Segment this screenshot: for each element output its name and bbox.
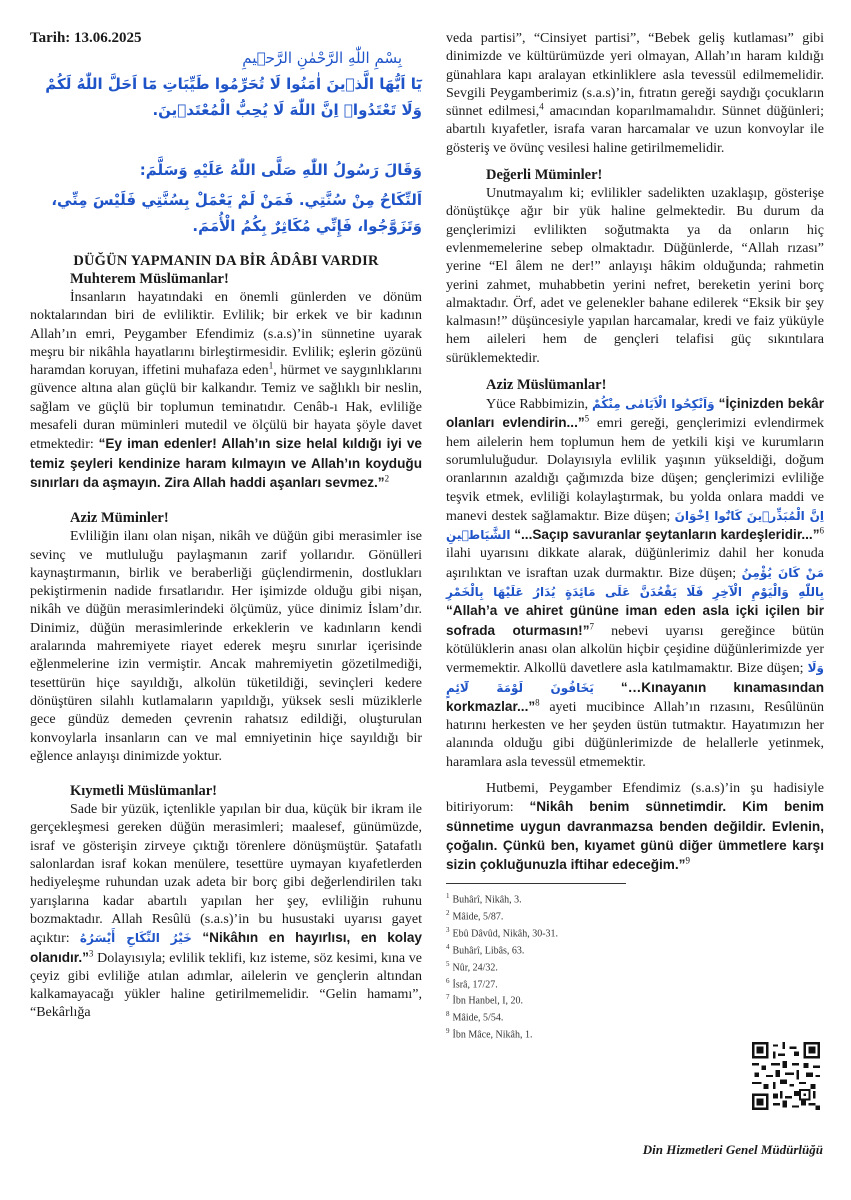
left-column (30, 30, 422, 1031)
hadith-translation: “Nikâh benim sünnetimdir. Kim benim sünnetime uygun davranmazsa benden değildir. Evlenin, çoğalın. Çünkü ben, kıyamet günü diğer ümmetlere karşı sizin çokluğunuzla iftihar edeceğim.” (446, 799, 824, 873)
hadith-translation: “Allah’a ve ahiret gününe iman eden asla içki içilen bir sofrada oturmasın!” (446, 603, 824, 638)
paragraph-text: Yüce Rabbimizin, (486, 397, 592, 413)
section-heading: Değerli Müminler! (486, 167, 603, 184)
inline-arabic: وَلَا يَخَافُونَ لَوْمَةَ لَٓائِمٍ (446, 661, 824, 695)
footnote-text: Mâide, 5/54. (452, 1012, 504, 1024)
signature-department: Din Hizmetleri Genel Müdürlüğü (642, 1142, 823, 1157)
footnote-ref: 9 (685, 855, 690, 866)
footnote-text: İsrâ, 17/27. (452, 978, 498, 990)
footnote-ref: 1 (268, 360, 274, 371)
footnote-item (446, 924, 824, 941)
hadith-translation: “Nikâhın en hayırlısı, en kolay olanıdır.” (30, 930, 422, 965)
section-heading: Muhterem Müslümanlar! (70, 271, 229, 287)
closing-paragraph (446, 780, 824, 875)
opening-ayah: يَٓا اَيُّهَا الَّذ۪ينَ اٰمَنُوا لَا تُحَرِّمُوا طَيِّبَاتِ مَٓا اَحَلَّ اللّٰهُ لَكُمْ وَلَا تَعْتَدُواۜ اِنَّ اللّٰهَ لَا يُحِبُّ الْمُعْتَد۪ينَ. (45, 75, 422, 119)
footnote-item (446, 907, 824, 924)
paragraph (30, 801, 422, 1023)
footnote-text: Nûr, 24/32. (452, 962, 498, 974)
basmala-calligraphy: بِسْمِ اللّٰهِ الرَّحْمٰنِ الرَّح۪يمِ (242, 49, 402, 67)
paragraph: Unutmayalım ki; evlilikler sadelikten uzaklaşıp, gösterişe dönüştükçe ağır bir yük haline gelmektedir. Bu durum da gençlerimizi evlilikten soğutmakta ya da onların hiç evlenmemelerine sebep olmaktadır. Düğünlerde, “Allah rızası” yerine “El âlem ne der!” anlayışı hâkim olduğunda; rahmetin yerini zahmet, muhabbetin yerini nefret, bereketin yerini borç almaktadır. Örf, adet ve gelenekler bahane edilerek “Eksik bir şey kalmasın!” düşüncesiyle yapılan harcamalar, kredi ve faiz yüküyle hem aileleri hem de gençleri telafisi güç sıkıntılara sürüklemektedir. (446, 186, 824, 366)
paragraph-text: veda partisi”, “Cinsiyet partisi”, “Bebek geliş kutlaması” gibi dinimizde ve kültürümüzde yeri olmayan, Allah’ın haram kıldığı günahlara kapı aralayan etkinliklere asla tevessül edilmemelidir. Sevgili Peygamberimiz (s.a.s)’in, fıtratın gereği saydığı çocukların sünnet edilmesi, (446, 31, 824, 120)
footnote-ref: 2 (384, 473, 390, 484)
ayah-translation: “...Saçıp savuranlar şeytanların kardeşleridir...” (510, 527, 820, 543)
footnote-item (446, 975, 824, 992)
paragraph-text: ayeti mucibince Allah’ın rızasını, Resûlünün hatırını herkesten ve her şeyden üstün tutmaktır. Hayatımızın her alanında olduğu gibi düğünlerimizde de helallerle yetinmek, haramlara asla tevessül etmemektir. (446, 699, 824, 770)
footnote-text: İbn Hanbel, I, 20. (452, 995, 524, 1007)
paragraph: Evliliğin ilanı olan nişan, nikâh ve düğün gibi merasimler ise sevinç ve mutluluğu paylaşmanın zarif yollarıdır. Gönülleri kaynaştırmanın, birlik ve beraberliği güçlendirmenin, dostlukları pekiştirmenin nadide fırsatlarıdır. Her işimizde olduğu gibi nişan, nikâh ve düğün merasimlerindeki ölçümüz, yüce dinimiz İslam’dır. Dinimiz, düğün merasimlerinde erkeklerin ve kadınların kendi aralarında mahremiyete riayet ederek meşru sınırlar içerisinde eğlenmelerine izin vermiştir. Ancak mahremiyetin gözetilmediği, tesettürün hiçe sayıldığı, alkolün tüketildiği, sevinçleri kedere dönüştüren silahlı kutlamaların yapıldığı, yüksek sesli müziklerle gece gündüz demeden çevrenin rahatsız edildiği, oluşturulan konvoylarla insanların can ve mal emniyetinin hiçe sayıldığı bir eğlence anlayışı dinimizde yoktur. (30, 529, 422, 764)
opening-hadith: اَلنِّكَاحُ مِنْ سُنَّتِي. فَمَنْ لَمْ يَعْمَلْ بِسُنَّتِي فَلَيْسَ مِنِّي، وَتَزَوَّجُوا، فَإِنِّي مُكَاثِرٌ بِكُمُ الْأُمَمَ. (51, 191, 422, 235)
section-heading: Kıymetli Müslümanlar! (70, 783, 218, 800)
ayah-translation: “İçinizden bekâr olanları evlendirin...” (446, 396, 824, 431)
footnote-item (446, 958, 824, 975)
paragraph-text: İnsanların hayatındaki en önemli günlerden ve dönüm noktalarından biri de evliliktir. Evlilik; bir erkek ve bir kadının Allah’ın emri, Peygamber Efendimiz (s.a.s)’in sünnetine uyarak meşru bir nikâhla hayatlarını birleştirmesidir. Evlilik; eşlerin gözünü haramdan koruyan, iffetini muhafaza eden (30, 290, 422, 379)
paragraph (446, 395, 824, 772)
footnote-ref: 4 (539, 101, 544, 112)
inline-arabic: اِنَّ الْمُبَذِّر۪ينَ كَانُٓوا اِخْوَانَ الشَّيَاط۪ينِ (446, 508, 824, 543)
paragraph-text: Sade bir yüzük, içtenlikle yapılan bir dua, küçük bir ikram ile gerçekleşmesi gereken düğün merasimleri; maalesef, günümüzde, israf ve gösterişin zirveye çıktığı törenlere dönüşmüştür. Şatafatlı salonlardan israf kokan menülere, tesettüre uymayan kıyafetlerden hediyeleşme ruhundan uzak adeta bir borç gibi değerlendirilen takı yarışlarına kadar abartılı yapılan her şey, evliliğin ruhunu bozmaktadır. Allah Resûlü (s.a.s)’in bu husustaki uyarısı gayet açıktır: (30, 802, 422, 947)
right-column (446, 30, 824, 1042)
sermon-title: DÜĞÜN YAPMANIN DA BİR ÂDÂBI VARDIR (73, 253, 379, 269)
sermon-date: Tarih: 13.06.2025 (30, 30, 142, 46)
paragraph-text: , hürmet ve saygınlıklarını güvence altına alan güçlü bir kalkandır. Temiz ve sağlıklı bir neslin, sağlam ve güçlü bir toplumun teminatıdır. Cenâb-ı Hak, evliliğe mesafeli duran müminleri mutedil ve ölçülü bir hayata şöyle davet etmektedir: (30, 363, 423, 453)
footnote-number: 1 (446, 892, 450, 901)
hadith-intro: وَقَالَ رَسُولُ اللّٰهِ صَلَّى اللّٰهُ عَلَيْهِ وَسَلَّمَ: (139, 161, 422, 179)
ayah-translation: “Ey iman edenler! Allah’ın size helal kıldığı iyi ve temiz şeyleri kendinize haram kılmayın ve Allah’ın koyduğu sınırları da aşmayın. Zira Allah haddi aşanları sevmez.” (30, 436, 422, 490)
footnote-text: İbn Mâce, Nikâh, 1. (452, 1029, 533, 1041)
paragraph-text: Dolayısıyla; evlilik teklifi, kız isteme, söz kesimi, kına ve çeyiz gibi evliliğe atılan adımlar, ailelerin ve gençlerin altından kalkamayacağı yükler haline getirilmemelidir. “Gelin hamamı”, “Bekârlığa (30, 950, 422, 1021)
paragraph-text: ilahi uyarısını dikkate alarak, düğünlerimiz dahil her konuda aşırılıktan ve israftan uzak durmaktır. Bize düşen; (446, 546, 824, 581)
footnote-item (446, 890, 824, 907)
footnote-ref: 6 (819, 525, 824, 536)
section-heading: Aziz Müslümanlar! (486, 377, 607, 394)
paragraph-text: amacından koparılmamalıdır. Sünnet düğünleri; abartılı kıyafetler, israfa varan harcamalar ve uzun konvoylar ile gösteriş ve övünç vesilesi haline getirilmemelidir. (446, 104, 824, 156)
footnote-item (446, 1008, 824, 1025)
footnote-number: 3 (446, 926, 450, 935)
inline-arabic: وَاَنْكِحُوا الْاَيَامٰى مِنْكُمْ (591, 397, 715, 412)
footnote-text: Mâide, 5/87. (452, 911, 504, 923)
inline-arabic: مَنْ كَانَ يُؤْمِنُ بِاللّٰهِ وَالْيَوْمِ الْآخِرِ فَلَا يَقْعُدَنَّ عَلَى مَائِدَةٍ يُدَارُ عَلَيْهَا بِالْخَمْرِ (446, 565, 824, 600)
footnote-item (446, 941, 824, 958)
footnote-ref: 8 (535, 697, 540, 708)
footnote-item (446, 1025, 824, 1042)
paragraph (30, 289, 422, 493)
footnote-text: Ebû Dâvûd, Nikâh, 30-31. (452, 928, 559, 940)
footnote-text: Buhârî, Libâs, 63. (452, 945, 525, 957)
footnote-number: 6 (446, 976, 450, 985)
footnote-number: 2 (446, 909, 450, 918)
ayah-translation: “…Kınayanın kınamasından korkmazlar...” (446, 679, 824, 714)
footnote-ref: 3 (88, 947, 94, 958)
footnote-text: Buhârî, Nikâh, 3. (452, 894, 522, 906)
footnotes-list (446, 890, 824, 1041)
footnote-divider (446, 883, 626, 884)
paragraph-text: Hutbemi, Peygamber Efendimiz (s.a.s)’in şu hadisiyle bitiriyorum: (446, 780, 824, 816)
footnote-item (446, 991, 824, 1008)
footnote-number: 4 (446, 942, 450, 951)
paragraph-text: emri gereği, gençlerimizi evlendirmek hem ailelerin hem toplumun hem de yetkili kişi ve kurumların sorumluluğudur. Dolayısıyla evlilik yaşının yükseldiği, doğum oranlarının azaldığı çağımızda bize düşen; gençlerimizi evliliğe teşvik etmek, evliliği kolaylaştırmak, bu yolda onlara maddi ve manevi destek sağlamaktır. Bize düşen; (446, 416, 824, 524)
qr-code-icon[interactable] (752, 1042, 820, 1110)
paragraph-text: nebevi uyarısı gereğince bütün kötülüklerin anası olan alkolün hiçbir çeşidine düğünlerimizde yer vermemektir. Alkollü davetlere asla katılmamaktır. Bize düşen; (446, 623, 825, 677)
section-heading: Aziz Müminler! (70, 510, 169, 527)
footnote-number: 9 (446, 1027, 450, 1036)
footnote-number: 7 (446, 993, 450, 1002)
footnote-number: 8 (446, 1010, 450, 1019)
qr-code-graphic (752, 1042, 820, 1110)
paragraph-continued (446, 30, 824, 158)
footnote-ref: 5 (584, 413, 590, 424)
inline-arabic: خَيْرُ النِّكَاحِ أَيْسَرُهُ (79, 931, 192, 946)
footnote-ref: 7 (589, 620, 594, 631)
footnote-number: 5 (446, 959, 450, 968)
